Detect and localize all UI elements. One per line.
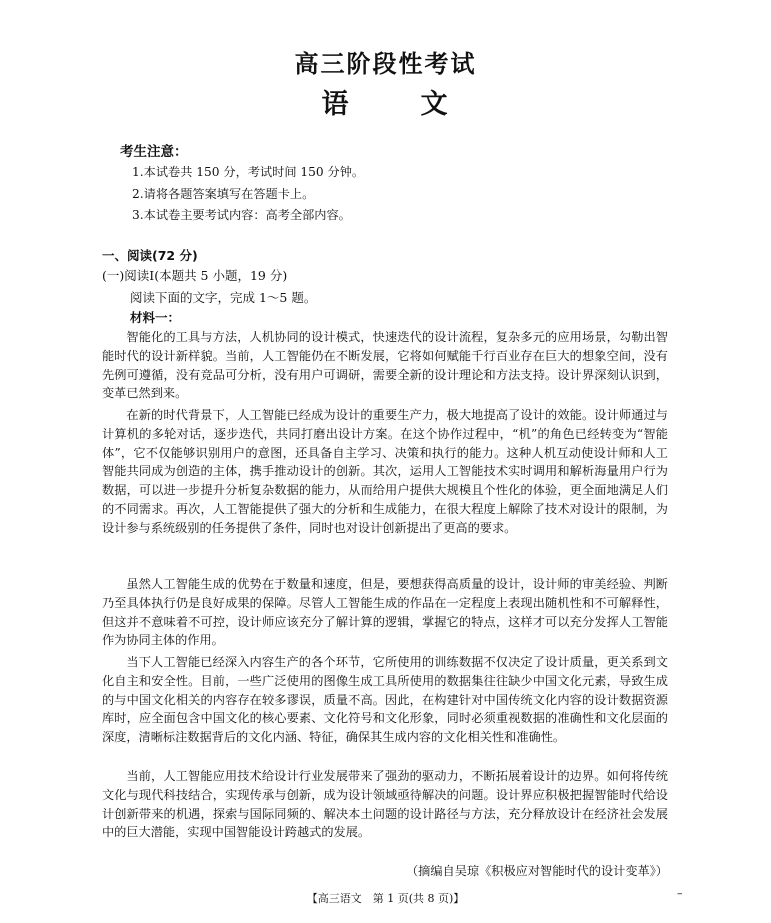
material-label: 材料一： [130, 310, 181, 325]
paragraph: 在新的时代背景下，人工智能已经成为设计的重要生产力，极大地提高了设计的效能。设计师通过与计算机的多轮对话，逐步迭代，共同打磨出设计方案。在这个协作过程中，“机”的角色已经转变为“智能体”，它不仅能够识别用户的意图，还具备自主学习、决策和执行的能力。这种人机互动使设计师和人工智能共同成为创造的主体，携手推动设计的创新。其次，运用人工智能技术实时调用和解析海量用户行为数据，可以进一步提升分析复杂数据的能力，从而给用户提供大规模且个性化的体验，更全面地满足人们的不同需求。再次，人工智能提供了强大的分析和生成能力，在很大程度上解除了技术对设计的限制，为设计参与系统级别的任务提供了条件，同时也对设计创新提出了更高的要求。 [102, 408, 668, 535]
page-footer: 【高三语文 第 1 页(共 8 页)】 [306, 892, 465, 905]
subject-title-right: 文 [420, 89, 450, 120]
section-subheading: (一)阅读Ⅰ(本题共 5 小题，19 分) [102, 268, 288, 283]
exam-title: 高三阶段性考试 [294, 50, 477, 78]
source-citation: （摘编自吴琼《积极应对智能时代的设计变革》） [405, 864, 668, 878]
notice-item: 2.请将各题答案填写在答题卡上。 [132, 187, 315, 201]
notice-item: 1.本试卷共 150 分，考试时间 150 分钟。 [132, 165, 365, 179]
paragraph: 虽然人工智能生成的优势在于数量和速度，但是，要想获得高质量的设计，设计师的审美经验、判断乃至具体执行仍是良好成果的保障。尽管人工智能生成的作品在一定程度上表现出随机性和不可解释性，但这并不意味着不可控，设计师应该充分了解计算的逻辑，掌握它的特点，这样才可以充分发挥人工智能作为协同主体的作用。 [102, 577, 668, 648]
notice-heading: 考生注意： [120, 144, 188, 160]
paragraph: 当下人工智能已经深入内容生产的各个环节，它所使用的训练数据不仅决定了设计质量，更关系到文化自主和安全性。目前，一些广泛使用的图像生成工具所使用的数据集往往缺少中国文化元素，导致生成的与中国文化相关的内容存在较多谬误，质量不高。因此，在构建针对中国传统文化内容的设计数据资源库时，应全面包含中国文化的核心要素、文化符号和文化形象，同时必须重视数据的准确性和文化层面的深度，清晰标注数据背后的文化内涵、特征，确保其生成内容的文化相关性和准确性。 [102, 655, 668, 745]
notice-item: 3.本试卷主要考试内容：高考全部内容。 [132, 208, 351, 222]
subject-title-left: 语 [321, 89, 351, 120]
footer-dash: – [677, 887, 683, 900]
paragraph: 智能化的工具与方法，人机协同的设计模式，快速迭代的设计流程，复杂多元的应用场景，勾勒出智能时代的设计新样貌。当前，人工智能仍在不断发展，它将如何赋能千行百业存在巨大的想象空间，没有先例可遵循，没有竞品可分析，没有用户可调研，需要全新的设计理论和方法支持。设计界深刻认识到，变革已然到来。 [102, 330, 668, 401]
paragraph: 当前，人工智能应用技术给设计行业发展带来了强劲的驱动力，不断拓展着设计的边界。如何将传统文化与现代科技结合，实现传承与创新，成为设计领域亟待解决的问题。设计界应积极把握智能时代给设计创新带来的机遇，探索与国际同频的、解决本土问题的设计路径与方法，充分释放设计在经济社会发展中的巨大潜能，实现中国智能设计跨越式的发展。 [102, 769, 668, 840]
subject-title [0, 82, 771, 121]
reading-instruction: 阅读下面的文字，完成 1～5 题。 [130, 290, 317, 305]
section-heading: 一、阅读(72 分) [102, 248, 198, 263]
